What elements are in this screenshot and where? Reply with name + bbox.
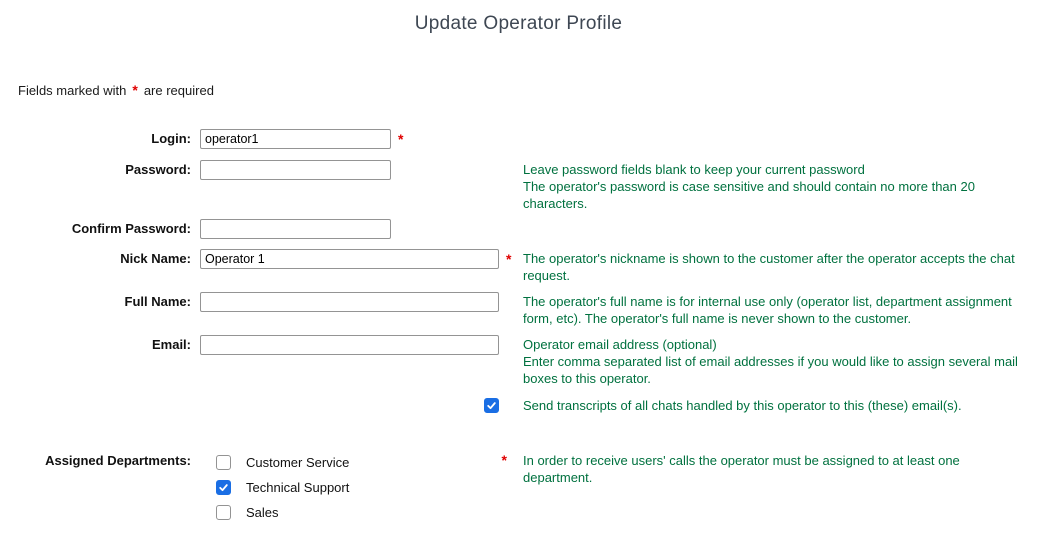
technical-support-checkbox[interactable] <box>216 480 231 495</box>
full-name-input[interactable] <box>200 292 499 312</box>
required-note-prefix: Fields marked with <box>18 83 127 98</box>
confirm-password-input[interactable] <box>200 219 391 239</box>
required-note-suffix: are required <box>143 83 214 98</box>
departments-help-text: In order to receive users' calls the operator must be assigned to at least one department. <box>523 453 960 485</box>
technical-support-label: Technical Support <box>246 480 350 495</box>
nick-name-input[interactable] <box>200 249 499 269</box>
department-option-technical-support[interactable] <box>216 480 502 495</box>
login-label: Login: <box>151 131 191 146</box>
nick-name-label: Nick Name: <box>120 251 191 266</box>
send-transcripts-checkbox[interactable] <box>484 398 499 413</box>
email-label: Email: <box>151 337 191 352</box>
password-row <box>8 160 1037 212</box>
department-option-customer-service[interactable] <box>216 455 502 470</box>
sales-label: Sales <box>246 505 279 520</box>
customer-service-label: Customer Service <box>246 455 350 470</box>
password-help-text: Leave password fields blank to keep your current password The operator's password is case sensitive and should contain no more than 20 characters. <box>523 162 975 211</box>
email-input[interactable] <box>200 335 499 355</box>
department-option-sales[interactable] <box>216 505 502 520</box>
assigned-departments-row <box>8 451 1037 530</box>
nick-name-help-text: The operator's nickname is shown to the customer after the operator accepts the chat request. <box>523 251 1015 283</box>
login-required-asterisk-icon: * <box>398 131 404 147</box>
email-help-text: Operator email address (optional) Enter comma separated list of email addresses if you would like to assign several mail boxes to this operator. <box>523 337 1018 386</box>
page-title: Update Operator Profile <box>414 13 623 34</box>
full-name-row <box>8 292 1037 327</box>
nick-name-row <box>8 249 1037 284</box>
login-row <box>8 129 1037 149</box>
department-options <box>200 451 502 530</box>
password-label: Password: <box>125 162 191 177</box>
login-input[interactable] <box>200 129 391 149</box>
checkmark-icon <box>486 400 497 411</box>
required-asterisk-icon: * <box>132 82 138 98</box>
confirm-password-label: Confirm Password: <box>71 221 191 236</box>
assigned-departments-label: Assigned Departments: <box>45 453 191 468</box>
update-operator-profile-page <box>0 13 1037 543</box>
operator-profile-form <box>0 129 1037 530</box>
email-row <box>8 335 1037 387</box>
full-name-label: Full Name: <box>124 294 191 309</box>
sales-checkbox[interactable] <box>216 505 231 520</box>
password-input[interactable] <box>200 160 391 180</box>
nick-name-required-asterisk-icon: * <box>506 251 512 267</box>
full-name-help-text: The operator's full name is for internal use only (operator list, department assignment form, etc). The operator's full name is never shown to the customer. <box>523 294 1012 326</box>
departments-required-asterisk-icon: * <box>501 452 507 468</box>
customer-service-checkbox[interactable] <box>216 455 231 470</box>
send-transcripts-label: Send transcripts of all chats handled by this operator to this (these) email(s). <box>523 398 962 413</box>
required-fields-note <box>18 82 1037 98</box>
checkmark-icon <box>218 482 229 493</box>
send-transcripts-row <box>8 396 1037 414</box>
confirm-password-row <box>8 219 1037 239</box>
